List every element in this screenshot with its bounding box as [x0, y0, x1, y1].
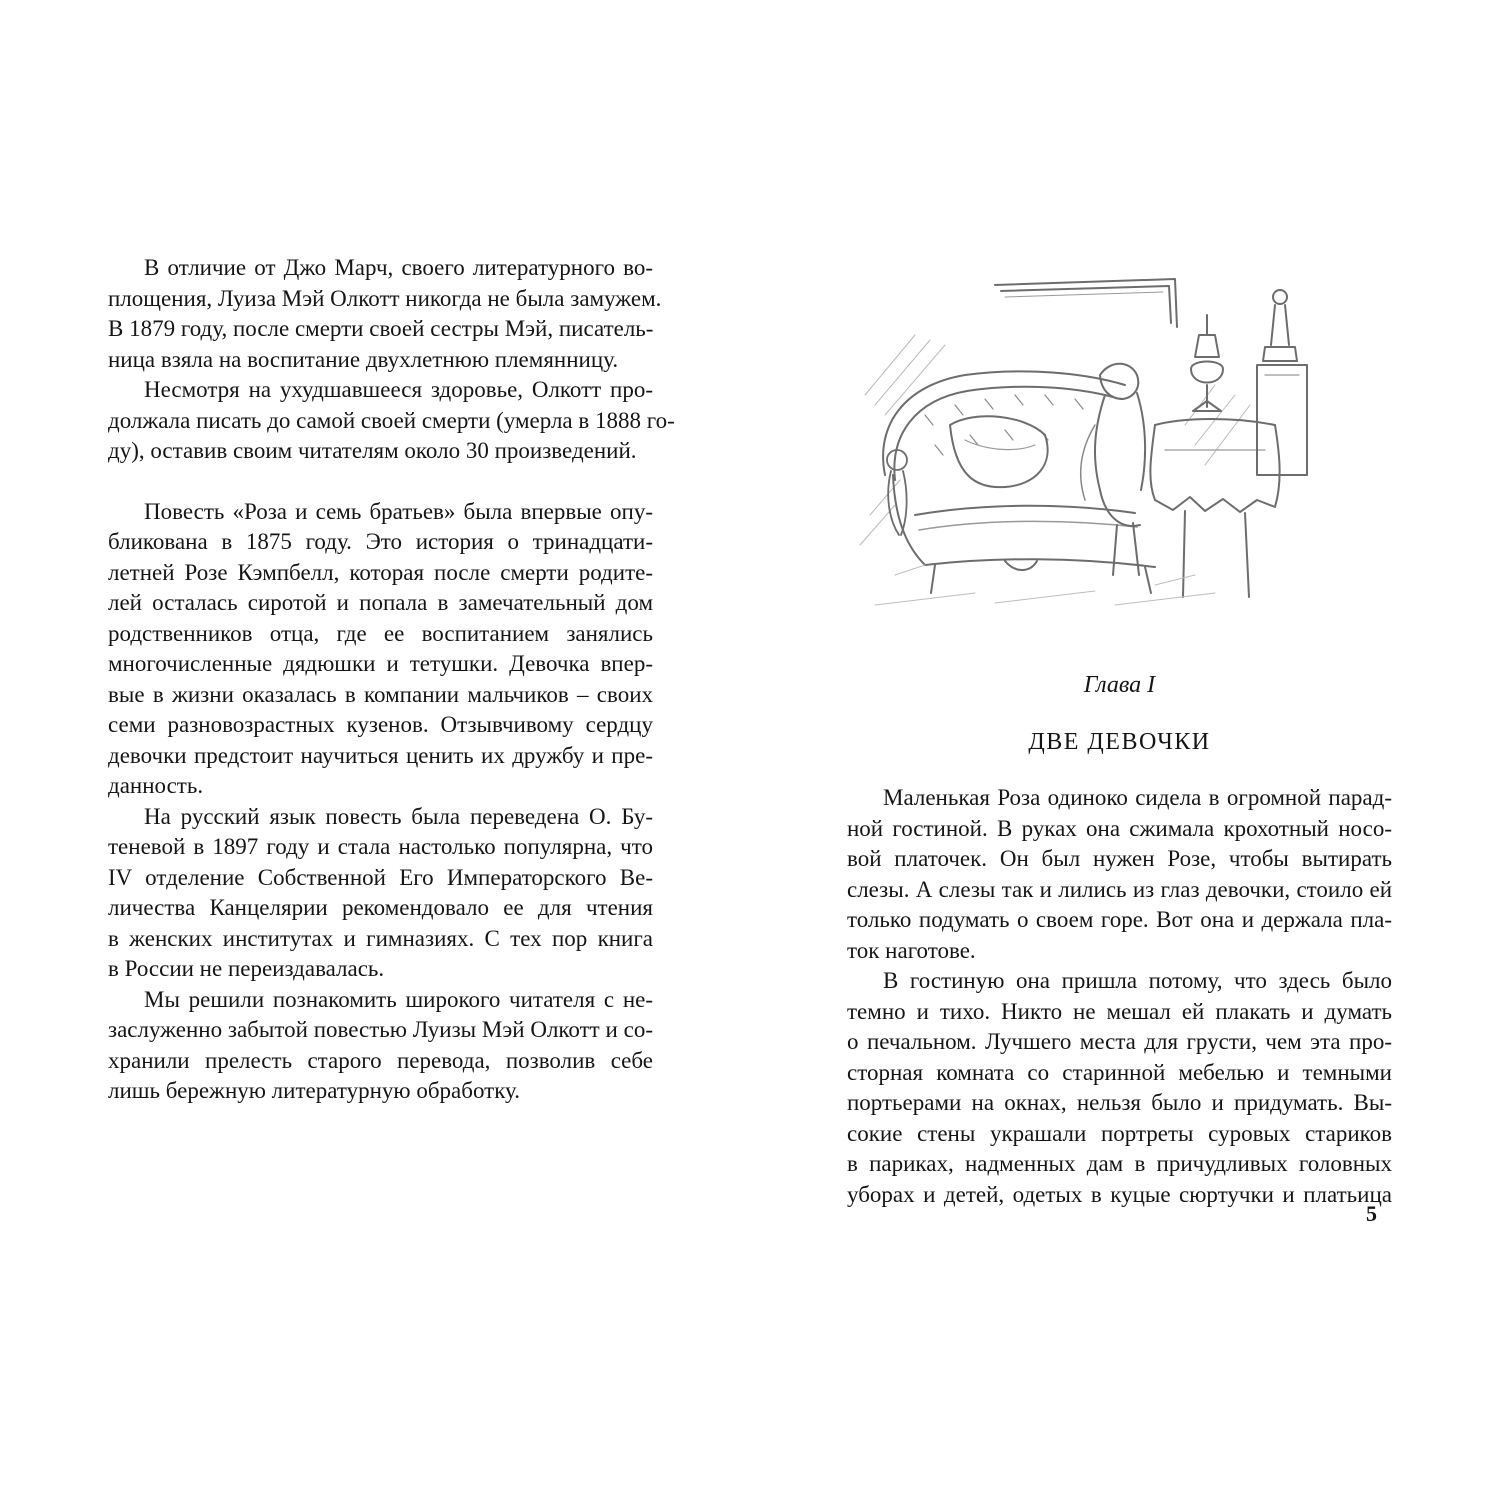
- text-line: теневой в 1897 году и стала настолько популярна, что: [108, 834, 653, 859]
- text-line: в женских институтах и гимназиях. С тех пор книга: [108, 925, 653, 951]
- text-line: ду), оставив своим читателям около 30 произведений.: [108, 438, 637, 463]
- doll-figure: [887, 450, 907, 535]
- table: [1150, 419, 1279, 597]
- pillow: [950, 416, 1048, 487]
- text-line: слезы. А слезы так и лились из глаз девочки, стоило ей: [847, 876, 1392, 902]
- right-page-text: [847, 783, 1392, 1210]
- paragraph: [847, 966, 1392, 1210]
- paragraph: [108, 375, 675, 467]
- text-line: данность.: [108, 773, 204, 798]
- chapter-title: ДВЕ ДЕВОЧКИ: [1028, 729, 1211, 755]
- text-line: На русский язык повесть была переведена О. Бу-: [144, 803, 653, 829]
- text-line: должала писать до самой своей смерти (умерла в 1888 го-: [108, 407, 675, 433]
- text-line: девочки предстоит научиться ценить их дружбу и пре-: [108, 742, 653, 768]
- text-line: летней Розе Кэмпбелл, которая после смерти родите-: [108, 559, 653, 585]
- statuette: [1257, 290, 1307, 475]
- paragraph: [108, 253, 662, 375]
- text-line: родственников отца, где ее воспитанием занялись: [108, 620, 653, 646]
- paragraph: [847, 783, 1392, 966]
- text-line: хранили прелесть старого перевода, позволив себе: [108, 1047, 653, 1073]
- text-line: сокие стены украшали портреты суровых стариков: [847, 1120, 1392, 1146]
- picture-frame: [995, 279, 1177, 327]
- section-gap: [108, 467, 653, 497]
- text-line: ной гостиной. В руках она сжимала крохотный носо-: [847, 815, 1392, 841]
- text-line: портьерами на окнах, нельзя было и придумать. Вы-: [847, 1090, 1392, 1115]
- text-line: В гостиную она пришла потому, что здесь было: [883, 968, 1392, 993]
- text-line: сторная комната со старинной мебелью и темными: [847, 1059, 1392, 1085]
- lamp: [1191, 315, 1223, 411]
- text-line: в париках, надменных дам в причудливых головных: [847, 1151, 1392, 1176]
- text-line: заслуженно забытой повестью Луизы Мэй Олкотт и со-: [108, 1017, 653, 1042]
- text-line: Повесть «Роза и семь братьев» была впервые опу-: [144, 498, 653, 524]
- text-line: ток наготове.: [847, 937, 976, 963]
- page-number: 5: [1366, 1201, 1377, 1226]
- text-line: IV отделение Собственной Его Императорского Ве-: [108, 864, 653, 890]
- text-line: темно и тихо. Никто не мешал ей плакать и думать: [847, 998, 1392, 1024]
- text-line: вой платочек. Он был нужен Розе, чтобы вытирать: [847, 846, 1392, 871]
- text-line: бликована в 1875 году. Это история о тринадцати-: [108, 529, 653, 554]
- text-line: многочисленные дядюшки и тетушки. Девочка впер-: [108, 651, 653, 676]
- text-line: вые в жизни оказалась в компании мальчиков – своих: [108, 681, 653, 707]
- text-line: В 1879 году, после смерти своей сестры Мэй, писатель-: [108, 316, 654, 341]
- text-line: лей осталась сиротой и попала в замечательный дом: [108, 590, 653, 615]
- text-line: только подумать о своем горе. Вот она и держала пла-: [847, 907, 1392, 932]
- text-line: в России не переиздавалась.: [108, 956, 385, 981]
- paragraph: [108, 802, 653, 985]
- girl-figure: [1081, 364, 1145, 575]
- chapter-illustration: [855, 275, 1315, 607]
- text-line: о печальном. Лучшего места для грусти, чем эта про-: [847, 1029, 1392, 1054]
- text-line: ница взяла на воспитание двухлетнюю племянницу.: [108, 346, 619, 372]
- chapter-label: Глава I: [1083, 672, 1156, 698]
- text-line: В отличие от Джо Марч, своего литературного во-: [144, 255, 653, 280]
- text-line: уборах и детей, одетых в куцые сюртучки и платьица: [847, 1181, 1392, 1207]
- left-page-text: [108, 253, 675, 1107]
- text-line: Мы решили познакомить широкого читателя с не-: [144, 986, 653, 1012]
- text-line: площения, Луиза Мэй Олкотт никогда не была замужем.: [108, 285, 662, 311]
- text-line: Маленькая Роза одиноко сидела в огромной парад-: [883, 785, 1392, 810]
- paragraph: [108, 497, 653, 802]
- floor-shading: [875, 565, 1215, 605]
- text-line: лишь бережную литературную обработку.: [108, 1078, 520, 1103]
- paragraph: [108, 985, 653, 1107]
- text-line: Несмотря на ухудшавшееся здоровье, Олкотт про-: [144, 377, 653, 402]
- text-line: личества Канцелярии рекомендовало ее для чтения: [108, 895, 653, 920]
- text-line: семи разновозрастных кузенов. Отзывчивому сердцу: [108, 712, 653, 737]
